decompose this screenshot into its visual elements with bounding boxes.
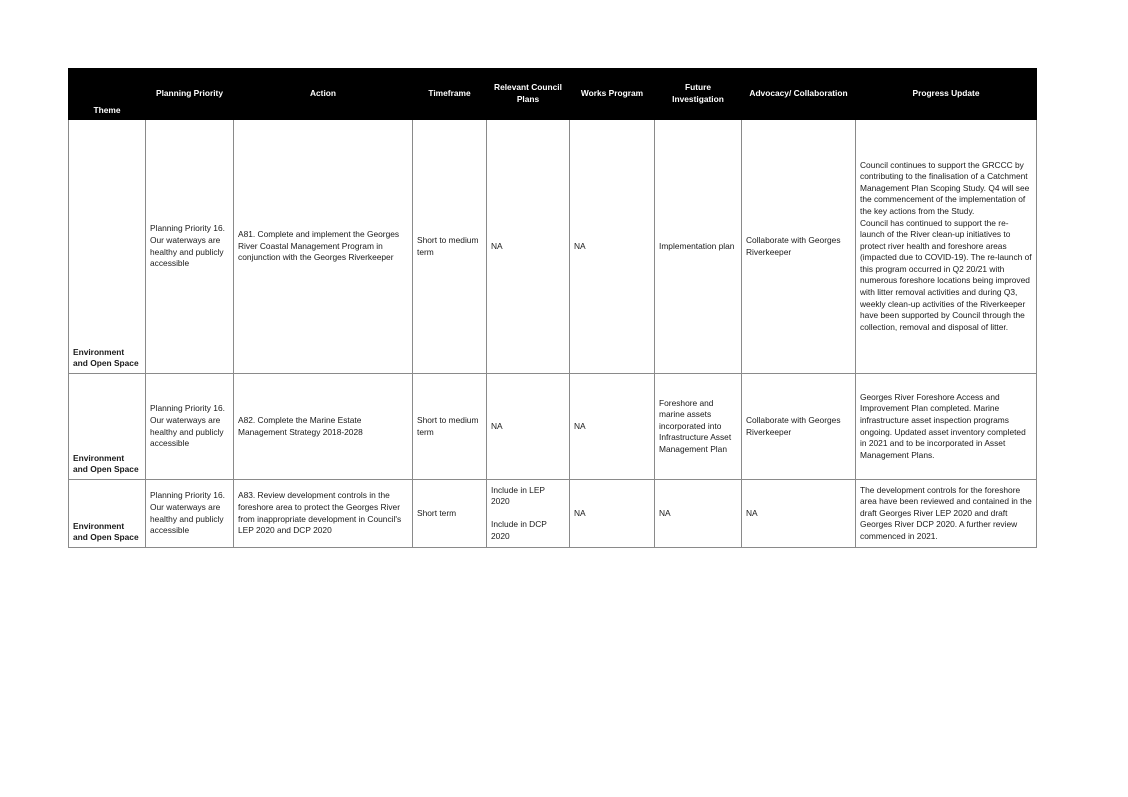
- header-timeframe: Timeframe: [413, 69, 487, 120]
- advocacy-cell: Collaborate with Georges Riverkeeper: [742, 374, 856, 480]
- header-planning-priority: Planning Priority: [146, 69, 234, 120]
- planning-priority-cell: Planning Priority 16. Our waterways are healthy and publicly accessible: [146, 120, 234, 374]
- progress-update-paragraph: Council has continued to support the re-launch of the River clean-up initiatives to protect river health and foreshore areas (impacted due to COVID-19). The re-launch of this program occurred in Q2 20/21 with numerous foreshore locations being improved with litter removal activities and during Q3, weekly clean-up activities of the Riverkeeper have been supported by Council through the collection, removal and disposal of litter.: [860, 217, 1032, 332]
- advocacy-cell: Collaborate with Georges Riverkeeper: [742, 120, 856, 374]
- theme-cell: Environment and Open Space: [69, 374, 146, 480]
- timeframe-cell: Short to medium term: [413, 120, 487, 374]
- advocacy-cell: NA: [742, 480, 856, 548]
- header-theme: Theme: [69, 69, 146, 120]
- progress-update-paragraph: The development controls for the foreshore area have been reviewed and contained in the draft Georges River LEP 2020 and draft Georges River DCP 2020. A further review commenced in 2021.: [860, 484, 1032, 541]
- header-future-investigation: Future Investigation: [655, 69, 742, 120]
- progress-update-cell: [856, 374, 1037, 480]
- future-investigation-cell: Foreshore and marine assets incorporated into Infrastructure Asset Management Plan: [655, 374, 742, 480]
- table-row: [69, 480, 1037, 548]
- spacer: [491, 508, 565, 519]
- works-program-cell: NA: [570, 120, 655, 374]
- theme-cell: Environment and Open Space: [69, 480, 146, 548]
- table-row: [69, 374, 1037, 480]
- relevant-council-plans-cell: NA: [487, 120, 570, 374]
- works-program-cell: NA: [570, 480, 655, 548]
- timeframe-cell: Short term: [413, 480, 487, 548]
- header-works-program: Works Program: [570, 69, 655, 120]
- progress-update-cell: [856, 120, 1037, 374]
- works-program-cell: NA: [570, 374, 655, 480]
- theme-cell: Environment and Open Space: [69, 120, 146, 374]
- progress-update-paragraph: Georges River Foreshore Access and Improvement Plan completed. Marine infrastructure asset inspection programs ongoing. Updated asset inventory completed in 2021 and to be incorporated in Asset Management Plans.: [860, 391, 1026, 460]
- timeframe-cell: Short to medium term: [413, 374, 487, 480]
- future-investigation-cell: NA: [655, 480, 742, 548]
- progress-update-paragraph: Council continues to support the GRCCC by contributing to the finalisation of a Catchment Management Plan Scoping Study. Q4 will see the commencement of the implementation of the key actions from the Study.: [860, 159, 1030, 216]
- delivery-plan-table: [68, 68, 1037, 548]
- relevant-council-plans-cell: NA: [487, 374, 570, 480]
- header-relevant-council-plans: Relevant Council Plans: [487, 69, 570, 120]
- planning-priority-cell: Planning Priority 16. Our waterways are healthy and publicly accessible: [146, 374, 234, 480]
- action-cell: A81. Complete and implement the Georges River Coastal Management Program in conjunction with the Georges Riverkeeper: [234, 120, 413, 374]
- council-plan-dcp: Include in DCP 2020: [491, 519, 547, 541]
- progress-update-cell: [856, 480, 1037, 548]
- action-cell: A82. Complete the Marine Estate Management Strategy 2018-2028: [234, 374, 413, 480]
- council-plan-lep: Include in LEP 2020: [491, 484, 545, 507]
- header-advocacy-collaboration: Advocacy/ Collaboration: [742, 69, 856, 120]
- planning-priority-cell: Planning Priority 16. Our waterways are healthy and publicly accessible: [146, 480, 234, 548]
- action-cell: A83. Review development controls in the foreshore area to protect the Georges River from inappropriate development in Council's LEP 2020 and DCP 2020: [234, 480, 413, 548]
- table-header-row: [69, 69, 1037, 120]
- header-action: Action: [234, 69, 413, 120]
- future-investigation-cell: Implementation plan: [655, 120, 742, 374]
- table-row: [69, 120, 1037, 374]
- relevant-council-plans-cell: [487, 480, 570, 548]
- header-progress-update: Progress Update: [856, 69, 1037, 120]
